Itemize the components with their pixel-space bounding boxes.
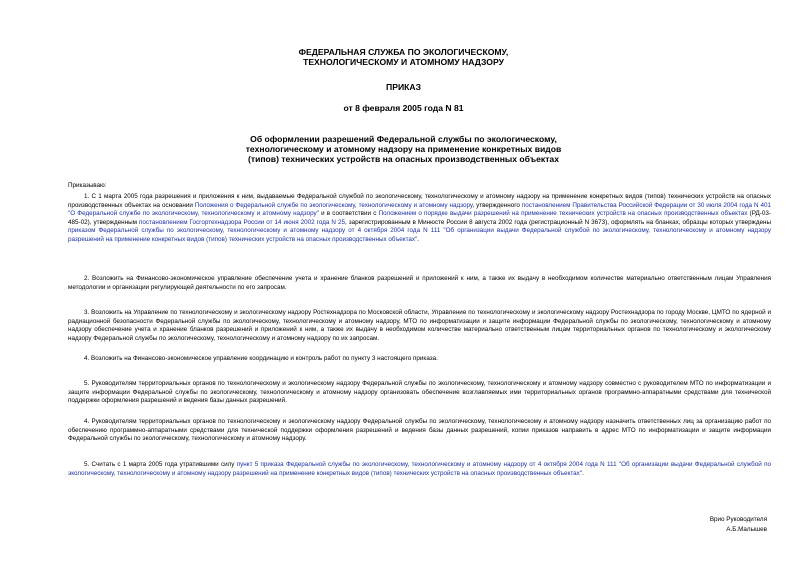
paragraph-2: 2. Возложить на Финансово-экономическое управление обеспечение учета и хранение бланков разрешений и приложений к ним, а также их выдачу в необходимом количестве материально ответственным лицам Управления методологии и организации регулирующей деятельности по его запросам.: [68, 275, 771, 291]
paragraph-5: 5. Руководителям территориальных органов по технологическому и экологическому надзору Федеральной службы по экологическому, технологическому и атомному надзору совместно с руководителем МТО по информатизации и защите информации Федеральной службы по экологическому, технологическому и атомному надзору организовать обеспечение возглавляемых ими территориальных органов программно-аппаратными средствами для технической поддержки оформления разрешений и ведения базы данных разрешений.: [68, 380, 771, 405]
title-line-2: технологическому и атомному надзору на применение конкретных видов: [245, 144, 562, 154]
paragraph-6: 4. Руководителям территориальных органов по технологическому и экологическому надзору Федеральной службы по экологическому, технологическому и атомному надзору назначить ответственных лиц за организацию работ по обеспечению программно-аппаратными средствами для технической поддержки оформления разрешений и ведения базы данных разрешений, копии приказов направить в адрес МТО по информатизации и защите информации Федеральной службы по экологическому, технологическому и атомному надзору.: [68, 418, 771, 443]
document-type: ПРИКАЗ: [386, 82, 421, 92]
order-intro: Приказываю:: [68, 182, 107, 189]
agency-line-2: ТЕХНОЛОГИЧЕСКОМУ И АТОМНОМУ НАДЗОРУ: [303, 57, 504, 67]
title-line-1: Об оформлении разрешений Федеральной службы по экологическому,: [250, 134, 557, 144]
p1-text-5: , зарегистрированным в Минюсте России 8 августа 2002 года (регистрационный N 3673), оформлять на бланках, образцы которых утверждены: [344, 218, 771, 226]
title-line-3: (типов) технических устройств на опасных производственных объектах: [248, 154, 559, 164]
link-regulation-fs[interactable]: Положения о Федеральной службе по экологическому, технологическому и атомному надзору: [194, 201, 473, 209]
agency-name: [0, 47, 807, 67]
paragraph-4: 4. Возложить на Финансово-экономическое управление координацию и контроль работ по пункту 3 настоящего приказа.: [84, 355, 438, 362]
document-date: от 8 февраля 2005 года N 81: [343, 103, 464, 113]
agency-line-1: ФЕДЕРАЛЬНАЯ СЛУЖБА ПО ЭКОЛОГИЧЕСКОМУ,: [298, 47, 509, 57]
link-gosgortekhnadzor-decree-25[interactable]: постановлением Госгортехнадзора России от 14 июня 2002 года N 25: [138, 218, 345, 226]
link-permit-procedure[interactable]: Положением о порядке выдачи разрешений на применение технических устройств на опасных производственных объектах: [378, 210, 748, 218]
paragraph-7: [68, 461, 771, 478]
p1-text-2: , утвержденного: [472, 201, 522, 209]
link-order-111[interactable]: приказом Федеральной службы по экологическому, технологическому и атомному надзору от 4 октября 2004 года N 111 "Об организации выдачи Федеральной службой по экологическому, технологическому и атомному надзору разрешений на применение конкретных видов (типов) технических устройств на опасных производственных объектах": [68, 227, 771, 243]
p1-text-1: 1. С 1 марта 2005 года разрешения и приложения к ним, выдаваемые Федеральной службой по экологическому, технологическому и атомному надзору на применение конкретных видов (типов) технических устройств на опасных производственных объектах на основании: [68, 193, 771, 209]
link-order-111-point-5[interactable]: пункт 5 приказа Федеральной службы по экологическому, технологическому и атомному надзору от 4 октября 2004 года N 111 "Об организации выдачи Федеральной службой по экологическому, технологическому и атомному надзору разрешений на применение конкретных видов (типов) технических устройств на опасных производственных объектах": [68, 461, 771, 477]
p1-text-3: и в соответствии с: [318, 210, 379, 218]
p7-text-1: 5. Считать с 1 марта 2005 года утратившими силу: [84, 461, 237, 468]
p7-text-2: .: [582, 469, 584, 477]
paragraph-3: 3. Возложить на Управление по технологическому и экологическому надзору Ростехнадзора по Московской области, Управление по технологическому и экологическому надзору Ростехнадзора по городу Москве, ЦМТО по ядерной и радиационной безопасности Федеральной службы по экологическому, технологическому и атомному надзору, МТО по информатизации и защите информации Федеральной службы по экологическому, технологическому и атомному надзору обеспечение учета и хранение бланков разрешений и приложений к ним, а также их выдачу в необходимом количестве материально ответственным лицам территориальных органов по технологическому и экологическому надзору Федеральной службы по экологическому, технологическому и атомному надзору по их запросам.: [68, 309, 771, 342]
paragraph-1: [68, 193, 771, 245]
signature-position: Врио Руководителя: [709, 516, 767, 523]
p1-text-6: .: [417, 235, 420, 243]
signature-name: А.Б.Малышев: [726, 526, 767, 533]
document-title: [0, 134, 807, 164]
link-government-decree-401[interactable]: постановлением Правительства Российской Федерации от 30 июля 2004 года N 401 "О Федеральной службе по экологическому, технологическому и атомному надзору": [68, 201, 771, 218]
p1-text-4: (РД-03-485-02), утвержденным: [68, 210, 771, 226]
